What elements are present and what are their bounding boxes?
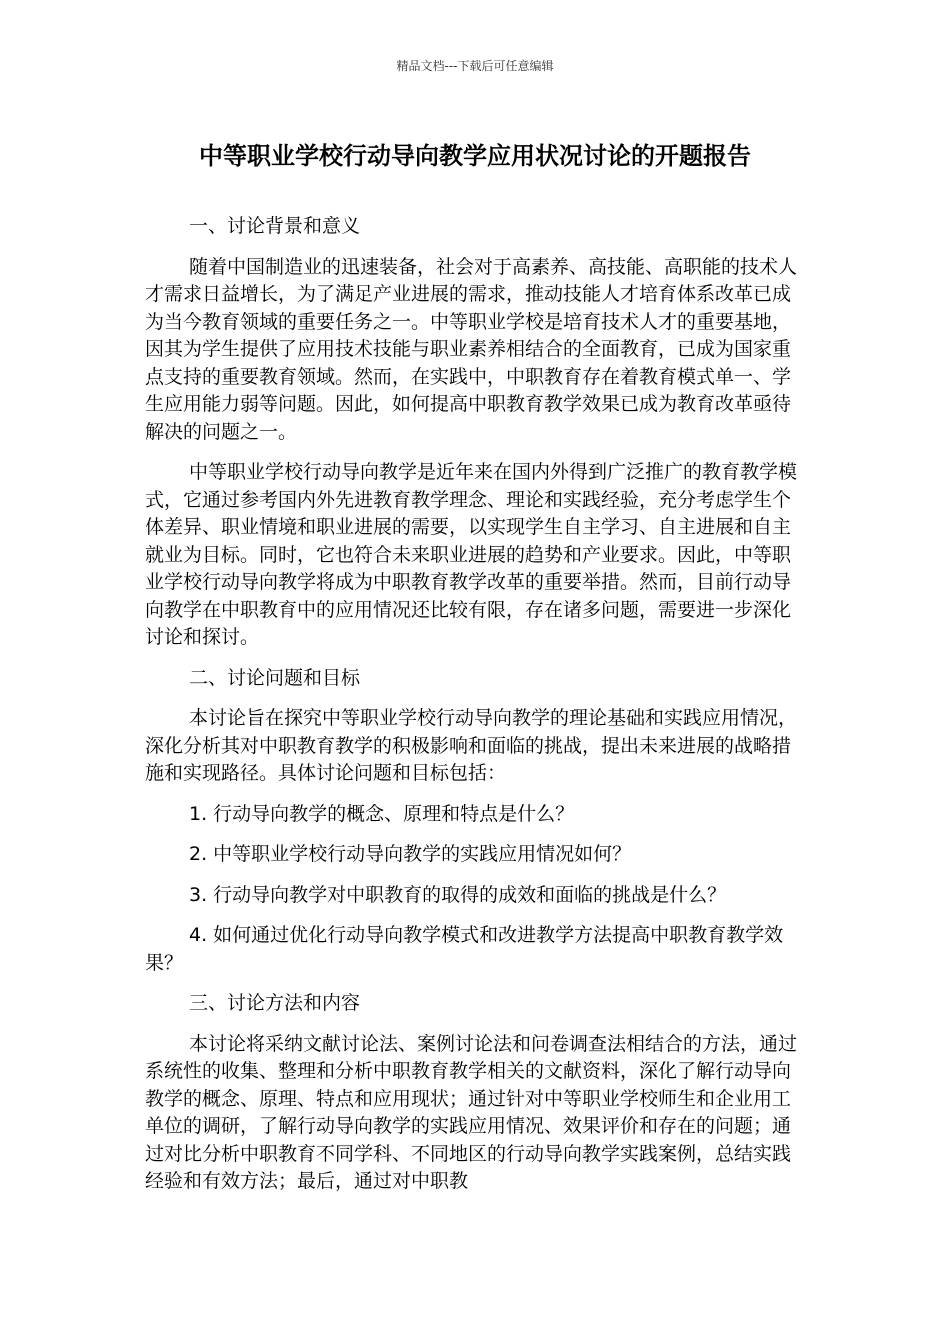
paragraph: 中等职业学校行动导向教学是近年来在国内外得到广泛推广的教育教学模式，它通过参考国内外先进教育教学理念、理论和实践经验，充分考虑学生个体差异、职业情境和职业进展的需要，以实现学生自主学习、自主进展和自主就业为目标。同时，它也符合未来职业进展的趋势和产业要求。因此，中等职业学校行动导向教学将成为中职教育教学改革的重要举措。然而，目前行动导向教学在中职教育中的应用情况还比较有限，存在诸多问题，需要进一步深化讨论和探讨。 <box>145 461 798 648</box>
list-item: 3. 行动导向教学对中职教育的取得的成效和面临的挑战是什么？ <box>189 883 727 906</box>
paragraph: 本讨论将采纳文献讨论法、案例讨论法和问卷调查法相结合的方法，通过系统性的收集、整理和分析中职教育教学相关的文献资料，深化了解行动导向教学的概念、原理、特点和应用现状；通过针对中等职业学校师生和企业用工单位的调研，了解行动导向教学的实践应用情况、效果评价和存在的问题；通过对比分析中职教育不同学科、不同地区的行动导向教学实践案例，总结实践经验和有效方法；最后，通过对中职教 <box>145 1032 798 1192</box>
document-body <box>145 213 805 1209</box>
list-item: 1. 行动导向教学的概念、原理和特点是什么？ <box>189 802 575 825</box>
header-watermark: 精品文档---下载后可任意编辑 <box>396 59 554 73</box>
paragraph: 随着中国制造业的迅速装备，社会对于高素养、高技能、高职能的技术人才需求日益增长，为了满足产业进展的需求，推动技能人才培育体系改革已成为当今教育领域的重要任务之一。中等职业学校是培育技术人才的重要基地，因其为学生提供了应用技术技能与职业素养相结合的全面教育，已成为国家重点支持的重要教育领域。然而，在实践中，中职教育存在着教育模式单一、学生应用能力弱等问题。因此，如何提高中职教育教学效果已成为教育改革亟待解决的问题之一。 <box>145 255 798 443</box>
list-item: 4. 如何通过优化行动导向教学模式和改进教学方法提高中职教育教学效果？ <box>145 924 784 974</box>
document-title: 中等职业学校行动导向教学应用状况讨论的开题报告 <box>199 142 751 170</box>
paragraph: 本讨论旨在探究中等职业学校行动导向教学的理论基础和实践应用情况，深化分析其对中职教育教学的积极影响和面临的挑战，提出未来进展的战略措施和实现路径。具体讨论问题和目标包括： <box>145 707 798 784</box>
section-heading: 一、讨论背景和意义 <box>189 215 361 237</box>
section-heading: 二、讨论问题和目标 <box>189 666 361 689</box>
list-item: 2. 中等职业学校行动导向教学的实践应用情况如何？ <box>189 843 632 865</box>
section-heading: 三、讨论方法和内容 <box>189 992 361 1014</box>
